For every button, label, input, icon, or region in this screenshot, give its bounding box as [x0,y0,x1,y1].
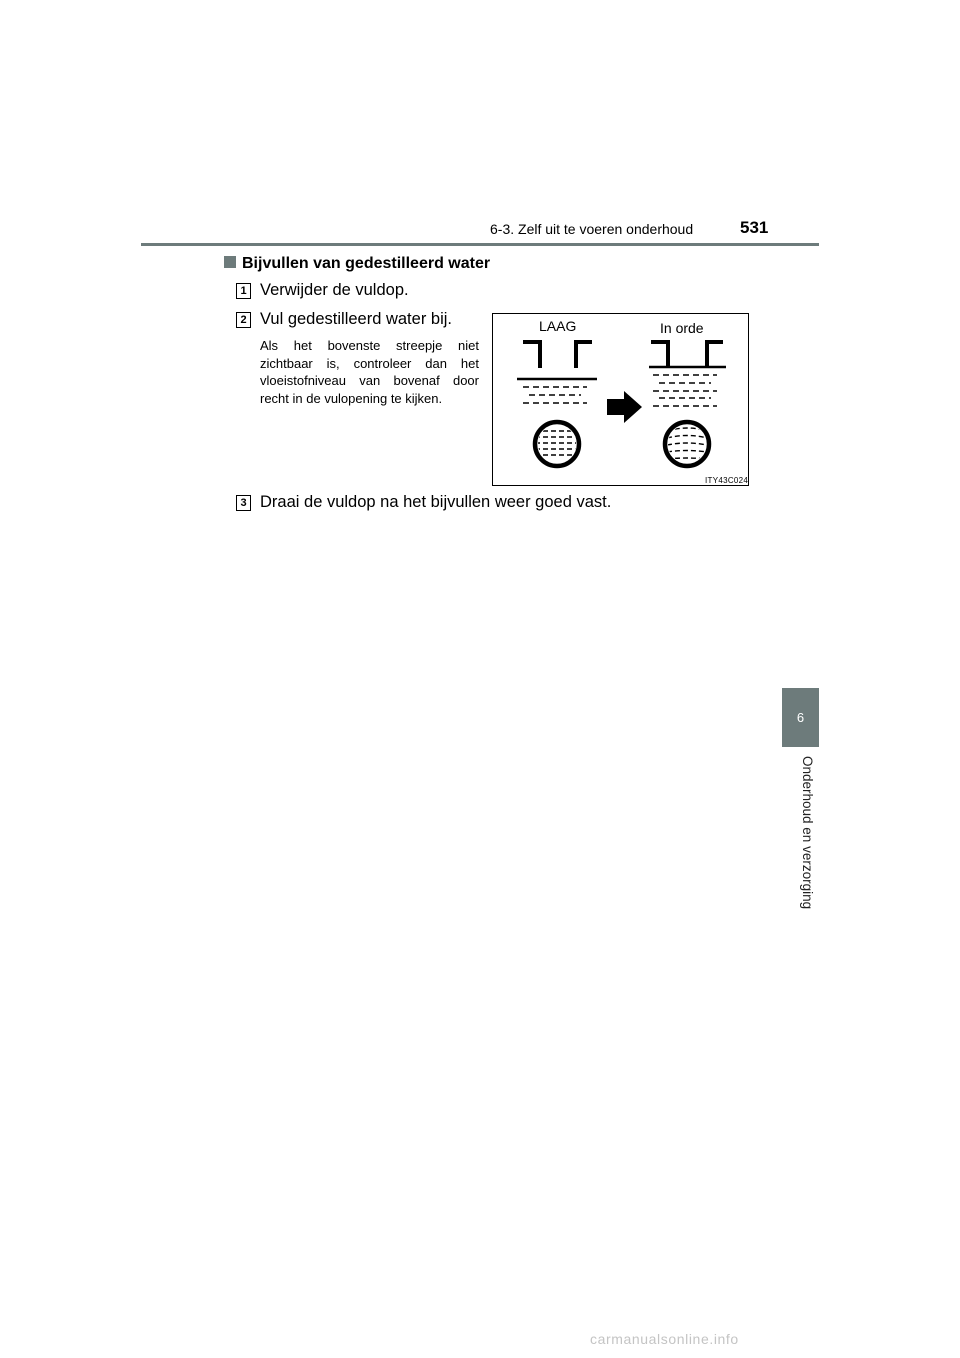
watermark: carmanualsonline.info [590,1331,739,1347]
heading-square-icon [224,256,236,268]
ok-top-view-icon [665,422,709,466]
fluid-level-illustration [492,313,749,486]
arrow-right-icon [607,391,642,423]
step-number-2: 2 [236,312,251,328]
chapter-number: 6 [796,710,805,725]
step-number-3: 3 [236,495,251,511]
low-level-indicator [525,342,590,366]
step-text-3: Draai de vuldop na het bijvullen weer goed vast. [260,493,612,511]
label-ok: In orde [660,320,704,336]
step-2-note: Als het bovenste streepje niet zichtbaar is, controleer dan het vloeistofniveau van bovenaf door recht in de vulopening te kijken. [260,338,479,406]
step-text-1: Verwijder de vuldop. [260,281,409,299]
chapter-tab [782,688,819,747]
page-number: 531 [740,218,769,237]
chapter-title: Onderhoud en verzorging [800,756,815,910]
step-number-1: 1 [236,283,251,299]
label-low: LAAG [539,318,577,334]
level-diagram [493,314,750,487]
heading-text: Bijvullen van gedestilleerd water [242,255,491,272]
ok-level-indicator [653,342,721,366]
section-heading [224,255,490,273]
low-top-view-icon [535,422,579,466]
step-text-2: Vul gedestilleerd water bij. [260,310,452,328]
figure-code: ITY43C024 [705,476,749,485]
header-rule [141,243,819,246]
section-title: 6-3. Zelf uit te voeren onderhoud [490,221,694,237]
